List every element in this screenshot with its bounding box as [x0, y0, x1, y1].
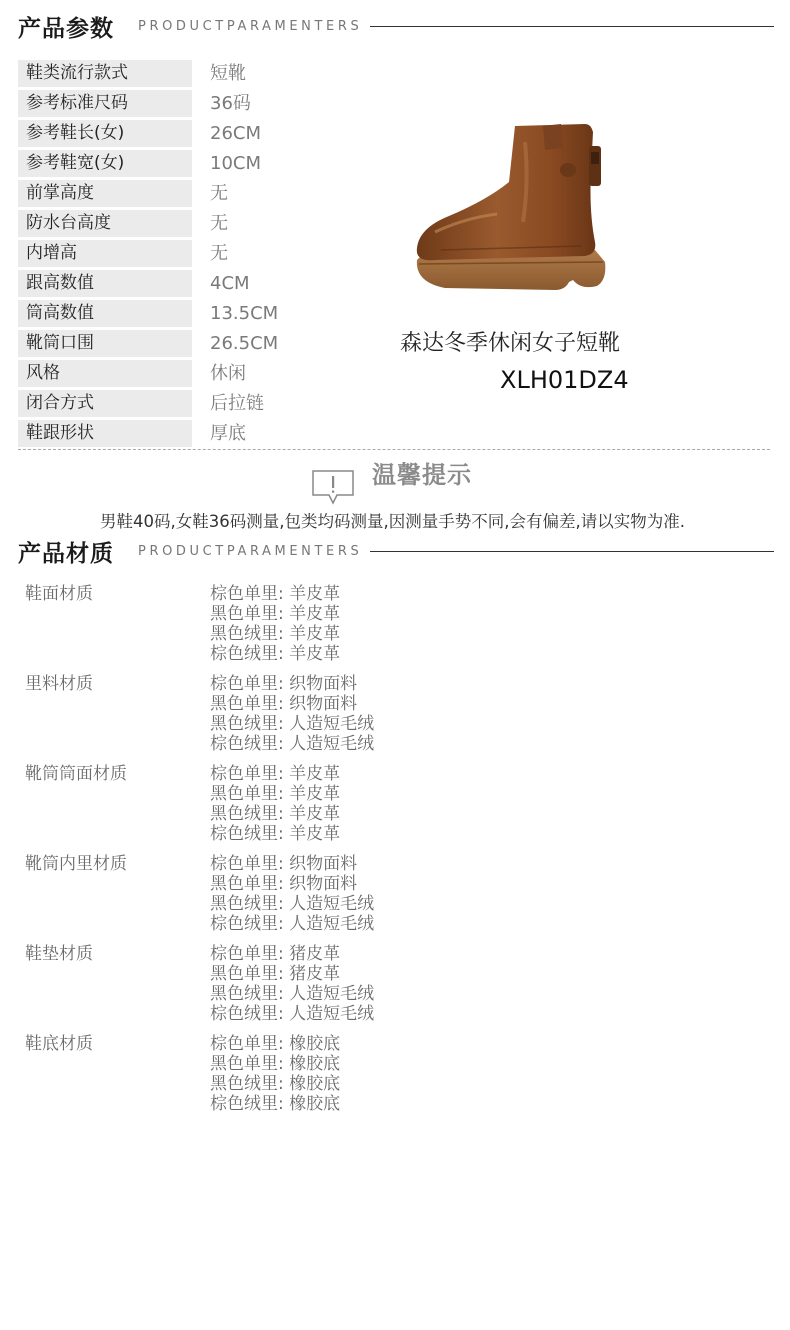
param-label: 鞋类流行款式 — [18, 60, 192, 87]
material-value: 黑色绒里: 羊皮革 — [210, 624, 341, 644]
param-value: 无 — [210, 213, 228, 234]
material-group — [25, 854, 525, 944]
param-row — [18, 150, 318, 180]
speech-bubble-exclamation-icon — [310, 468, 356, 506]
param-value: 休闲 — [210, 363, 246, 384]
materials-section-subtitle: PRODUCTPARAMENTERS — [138, 543, 363, 559]
param-row — [18, 60, 318, 90]
material-value: 黑色单里: 羊皮革 — [210, 604, 341, 624]
param-value: 短靴 — [210, 63, 246, 84]
param-value: 13.5CM — [210, 303, 279, 324]
materials-section-title: 产品材质 — [18, 540, 114, 567]
material-value: 黑色单里: 猪皮革 — [210, 964, 341, 984]
material-group — [25, 944, 525, 1034]
material-value: 黑色绒里: 人造短毛绒 — [210, 984, 375, 1004]
material-value: 棕色单里: 橡胶底 — [210, 1034, 341, 1054]
param-label: 参考鞋长(女) — [18, 120, 192, 147]
param-row — [18, 90, 318, 120]
param-label: 筒高数值 — [18, 300, 192, 327]
material-values — [210, 764, 340, 854]
material-value: 黑色绒里: 人造短毛绒 — [210, 714, 375, 734]
material-value: 棕色单里: 织物面料 — [210, 674, 358, 694]
param-row — [18, 180, 318, 210]
material-group — [25, 584, 525, 674]
material-value: 棕色单里: 羊皮革 — [210, 764, 341, 784]
material-value: 黑色绒里: 人造短毛绒 — [210, 894, 375, 914]
param-row — [18, 240, 318, 270]
param-row — [18, 120, 318, 150]
notice-title: 温馨提示 — [372, 461, 472, 489]
material-value: 黑色单里: 织物面料 — [210, 694, 358, 714]
material-value: 棕色绒里: 人造短毛绒 — [210, 1004, 375, 1024]
material-values — [210, 674, 374, 764]
material-value: 棕色绒里: 羊皮革 — [210, 644, 341, 664]
param-label: 内增高 — [18, 240, 192, 267]
param-label: 参考标准尺码 — [18, 90, 192, 117]
param-label: 闭合方式 — [18, 390, 192, 417]
brown-ankle-boot-image — [405, 112, 620, 302]
product-name: 森达冬季休闲女子短靴 — [400, 331, 621, 356]
material-value: 黑色单里: 织物面料 — [210, 874, 358, 894]
params-section-header — [18, 10, 774, 42]
material-value: 黑色绒里: 羊皮革 — [210, 804, 341, 824]
material-label: 靴筒筒面材质 — [25, 764, 127, 784]
param-label: 防水台高度 — [18, 210, 192, 237]
param-value: 10CM — [210, 153, 262, 174]
material-label: 鞋垫材质 — [25, 944, 93, 964]
param-value: 4CM — [210, 273, 250, 294]
param-row — [18, 420, 318, 450]
material-group — [25, 764, 525, 854]
material-group — [25, 674, 525, 764]
param-value: 26.5CM — [210, 333, 279, 354]
material-label: 鞋面材质 — [25, 584, 93, 604]
material-value: 棕色绒里: 人造短毛绒 — [210, 914, 375, 934]
product-model: XLH01DZ4 — [500, 366, 629, 394]
material-group — [25, 1034, 525, 1124]
param-label: 鞋跟形状 — [18, 420, 192, 447]
param-label: 跟高数值 — [18, 270, 192, 297]
header-divider — [370, 26, 774, 27]
notice-text: 男鞋40码,女鞋36码测量,包类均码测量,因测量手势不同,会有偏差,请以实物为准. — [100, 512, 685, 531]
material-value: 黑色单里: 橡胶底 — [210, 1054, 341, 1074]
material-values — [210, 944, 374, 1034]
param-row — [18, 300, 318, 330]
param-row — [18, 210, 318, 240]
param-value: 后拉链 — [210, 393, 264, 414]
param-row — [18, 360, 318, 390]
params-table — [18, 60, 318, 450]
param-row — [18, 330, 318, 360]
material-value: 黑色绒里: 橡胶底 — [210, 1074, 341, 1094]
param-value: 厚底 — [210, 423, 246, 444]
header-divider — [370, 551, 774, 552]
materials-list — [25, 584, 525, 1124]
params-section-subtitle: PRODUCTPARAMENTERS — [138, 18, 363, 34]
material-label: 鞋底材质 — [25, 1034, 93, 1054]
material-value: 黑色单里: 羊皮革 — [210, 784, 341, 804]
param-value: 无 — [210, 243, 228, 264]
material-value: 棕色绒里: 羊皮革 — [210, 824, 341, 844]
material-values — [210, 584, 340, 674]
material-values — [210, 1034, 340, 1124]
material-value: 棕色单里: 羊皮革 — [210, 584, 341, 604]
material-values — [210, 854, 374, 944]
dashed-divider — [18, 449, 770, 450]
params-section-title: 产品参数 — [18, 15, 114, 42]
param-label: 风格 — [18, 360, 192, 387]
param-row — [18, 390, 318, 420]
material-value: 棕色单里: 织物面料 — [210, 854, 358, 874]
param-label: 靴筒口围 — [18, 330, 192, 357]
material-value: 棕色单里: 猪皮革 — [210, 944, 341, 964]
param-row — [18, 270, 318, 300]
param-value: 36码 — [210, 93, 251, 114]
material-label: 里料材质 — [25, 674, 93, 694]
material-label: 靴筒内里材质 — [25, 854, 127, 874]
param-label: 参考鞋宽(女) — [18, 150, 192, 177]
materials-section-header — [18, 535, 774, 567]
param-value: 无 — [210, 183, 228, 204]
param-value: 26CM — [210, 123, 262, 144]
param-label: 前掌高度 — [18, 180, 192, 207]
material-value: 棕色绒里: 人造短毛绒 — [210, 734, 375, 754]
material-value: 棕色绒里: 橡胶底 — [210, 1094, 341, 1114]
